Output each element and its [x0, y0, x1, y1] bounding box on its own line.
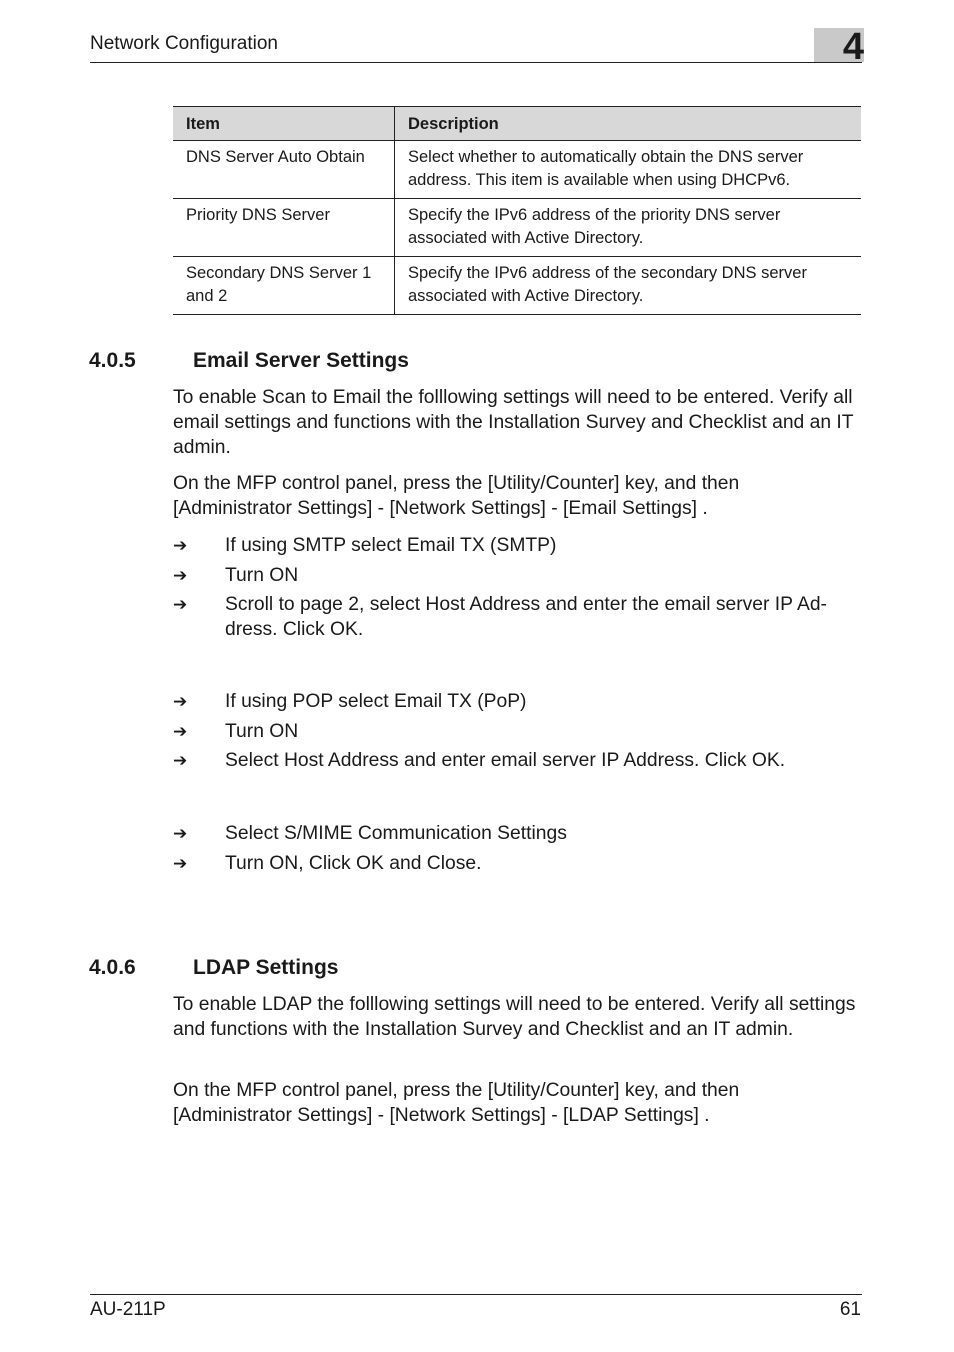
- section-heading-ldap: [89, 956, 338, 980]
- section-title: Email Server Settings: [193, 349, 409, 372]
- list-item: [173, 719, 865, 744]
- table-cell-description: Select whether to automatically obtain the DNS server address. This item is available when using DHCPv6.: [408, 148, 804, 189]
- footer-rule: [90, 1294, 862, 1295]
- list-item: [173, 592, 865, 642]
- list-item-text: If using POP select Email TX (PoP): [225, 691, 527, 712]
- list-item-text: Turn ON: [225, 720, 299, 742]
- email-instructions-paragraph: On the MFP control panel, press the [Utility/Counter] key, and then [Administrator Settings] - [Network Settings] - [Email Settings] .: [173, 473, 740, 519]
- list-item-text: Turn ON: [225, 564, 299, 586]
- list-item: [173, 821, 865, 846]
- arrow-right-icon: ➔: [173, 721, 188, 741]
- email-steps-pop: [173, 689, 865, 778]
- section-number: 4.0.5: [89, 349, 136, 372]
- section-title: LDAP Settings: [193, 956, 339, 979]
- settings-table: [173, 106, 861, 315]
- email-intro-paragraph: To enable Scan to Email the folllowing settings will need to be entered. Verify all email settings and functions with the Installation Survey and Checklist and an IT admin.: [173, 387, 854, 458]
- table-row: [173, 141, 861, 199]
- section-number: 4.0.6: [89, 956, 136, 979]
- table-cell-item: DNS Server Auto Obtain: [173, 141, 395, 199]
- table-row: [173, 257, 861, 315]
- ldap-intro-paragraph: To enable LDAP the folllowing settings will need to be entered. Verify all settings and functions with the Installation Survey and Checklist and an IT admin.: [173, 994, 856, 1040]
- column-header-description: Description: [395, 107, 862, 141]
- chapter-number: 4: [842, 26, 864, 68]
- footer-page-number: 61: [839, 1299, 861, 1320]
- table-row: [173, 199, 861, 257]
- list-item: [173, 689, 865, 714]
- list-item-text: Scroll to page 2, select Host Address and enter the email server IP Ad-dress. Click OK.: [225, 594, 827, 640]
- list-item-text: Select Host Address and enter email server IP Address. Click OK.: [225, 750, 786, 771]
- table-header-row: [173, 107, 861, 141]
- arrow-right-icon: ➔: [173, 536, 188, 555]
- email-steps-smtp: [173, 533, 865, 647]
- table-cell-item: Secondary DNS Server 1 and 2: [173, 257, 395, 315]
- arrow-right-icon: ➔: [173, 565, 188, 585]
- list-item: [173, 533, 865, 558]
- table-cell-description: Specify the IPv6 address of the secondary DNS server associated with Active Directory.: [408, 264, 807, 305]
- list-item: [173, 851, 865, 876]
- footer-model: AU-211P: [90, 1299, 166, 1320]
- table-cell-item: Priority DNS Server: [173, 199, 395, 257]
- arrow-right-icon: ➔: [173, 853, 188, 873]
- table-cell-description: Specify the IPv6 address of the priority DNS server associated with Active Directory.: [408, 206, 781, 247]
- email-steps-smime: [173, 821, 865, 880]
- ldap-instructions-paragraph: On the MFP control panel, press the [Utility/Counter] key, and then [Administrator Settings] - [Network Settings] - [LDAP Settings] .: [173, 1080, 740, 1126]
- arrow-right-icon: ➔: [173, 692, 188, 711]
- arrow-right-icon: ➔: [173, 751, 188, 770]
- list-item-text: Select S/MIME Communication Settings: [225, 823, 567, 844]
- arrow-right-icon: ➔: [173, 824, 188, 843]
- list-item-text: If using SMTP select Email TX (SMTP): [225, 535, 557, 556]
- list-item: [173, 748, 865, 773]
- header-rule: [90, 62, 862, 63]
- arrow-right-icon: ➔: [173, 595, 188, 614]
- section-heading-email: [89, 349, 409, 373]
- chapter-tab: [814, 26, 864, 68]
- list-item: [173, 563, 865, 588]
- page-header-title: Network Configuration: [90, 33, 278, 54]
- list-item-text: Turn ON, Click OK and Close.: [225, 852, 482, 874]
- column-header-item: Item: [173, 107, 395, 141]
